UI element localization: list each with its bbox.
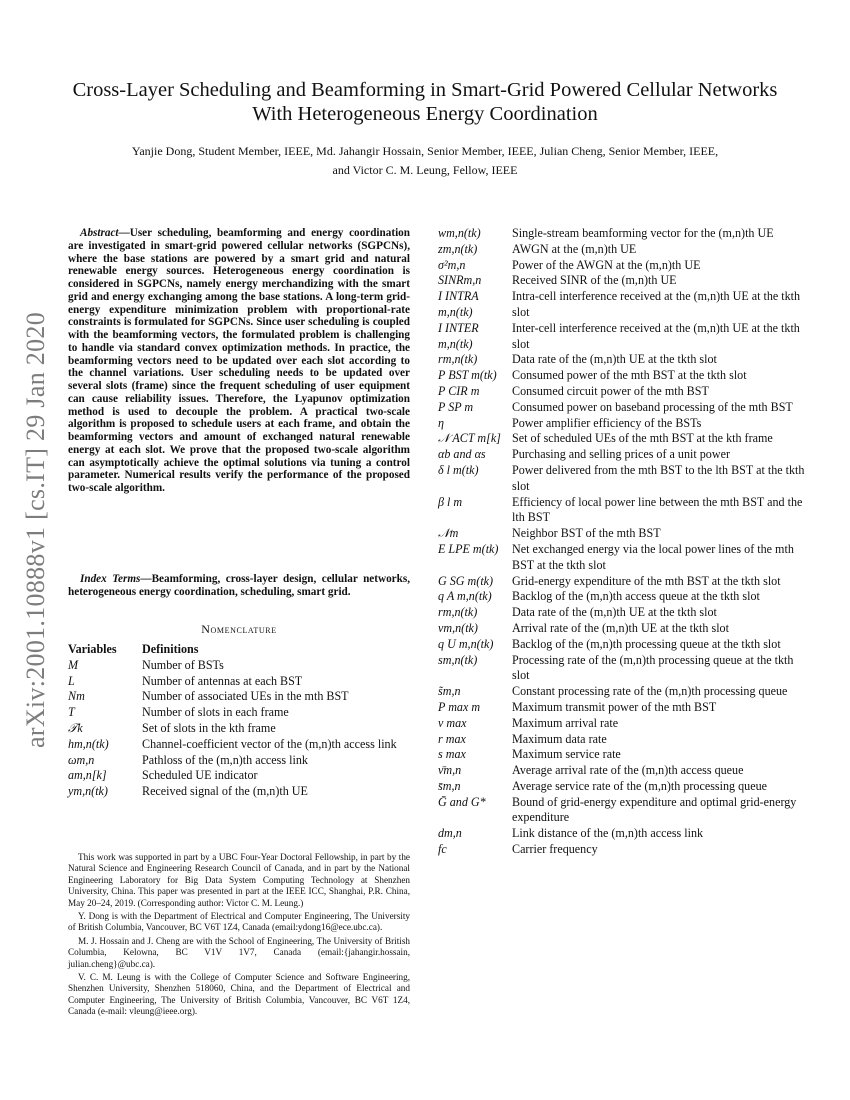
nomenclature-definition: Net exchanged energy via the local power lines of the mth BST at the tkth slot [512, 541, 794, 572]
nomenclature-row [438, 352, 810, 368]
nomenclature-row [68, 705, 418, 721]
nomenclature-definition: Set of slots in the kth frame [142, 720, 276, 735]
nomenclature-definition: Pathloss of the (m,n)th access link [142, 752, 308, 767]
nomenclature-row [438, 637, 810, 653]
nomenclature-definition: Received signal of the (m,n)th UE [142, 784, 308, 799]
nomenclature-header-row [68, 642, 418, 658]
nomenclature-definition: Number of antennas at each BST [142, 673, 303, 688]
nomenclature-row [438, 289, 810, 321]
nomenclature-definition: Intra-cell interference received at the (m,n)th UE at the tkth slot [512, 289, 801, 319]
nomenclature-variable: hm,n(tk) [68, 736, 109, 751]
nomenclature-variable: ωm,n [68, 752, 95, 767]
nomenclature-variable: L [68, 673, 75, 688]
nomenclature-variable: s max [438, 747, 466, 762]
nomenclature-variable: η [438, 415, 444, 430]
nomenclature-row [438, 273, 810, 289]
nomenclature-definition: Arrival rate of the (m,n)th UE at the tkth slot [512, 620, 729, 635]
nomenclature-definition: Inter-cell interference received at the (m,n)th UE at the tkth slot [512, 320, 800, 351]
nomenclature-variable: Nm [68, 689, 85, 704]
footnote-dong: Y. Dong is with the Department of Electrical and Computer Engineering, The University of British Columbia, Vancouver, BC V6T 1Z4, Canada (email:ydong16@ece.ubc.ca). [68, 911, 410, 933]
nomenclature-row [438, 226, 810, 242]
nomenclature-definition: Bound of grid-energy expenditure and optimal grid-energy expenditure [512, 794, 797, 825]
nomenclature-variable: G SG m(tk) [438, 573, 494, 588]
nomenclature-variable: 𝒩m [438, 526, 459, 541]
index-terms-body: —Beamforming, cross-layer design, cellular networks, heterogeneous energy coordination, scheduling, smart grid. [68, 573, 410, 598]
nomenclature-row [438, 242, 810, 258]
nomenclature-variable: am,n[k] [68, 768, 107, 783]
nomenclature-definition: Received SINR of the (m,n)th UE [512, 273, 677, 288]
authors-line-2: and Victor C. M. Leung, Fellow, IEEE [332, 163, 518, 177]
nomenclature-definition: Set of scheduled UEs of the mth BST at the kth frame [512, 431, 773, 446]
nomenclature-variable: I INTRA m,n(tk) [438, 289, 479, 319]
nomenclature-row [68, 737, 418, 753]
nomenclature-row [438, 842, 810, 858]
nomenclature-row [438, 431, 810, 447]
variables-header: Variables [68, 642, 117, 656]
nomenclature-definition: Neighbor BST of the mth BST [512, 526, 661, 541]
nomenclature-definition: Scheduled UE indicator [142, 768, 258, 783]
paper-title: Cross-Layer Scheduling and Beamforming in Smart-Grid Powered Cellular Networks With Heterogeneous Energy Coordination [72, 79, 778, 125]
nomenclature-definition: Average arrival rate of the (m,n)th access queue [512, 763, 744, 778]
nomenclature-row [438, 495, 810, 527]
nomenclature-row [438, 258, 810, 274]
nomenclature-row [438, 542, 810, 574]
nomenclature-heading: Nomenclature [201, 622, 277, 636]
nomenclature-definition: Consumed power of the mth BST at the tkth slot [512, 368, 747, 383]
nomenclature-definition: Channel-coefficient vector of the (m,n)th access link [142, 736, 397, 751]
abstract [68, 227, 410, 495]
nomenclature-table-left [68, 642, 418, 800]
nomenclature-variable: P CIR m [438, 383, 480, 398]
index-terms-label: Index Terms [80, 573, 141, 585]
nomenclature-row [438, 447, 810, 463]
footnote-leung: V. C. M. Leung is with the College of Computer Science and Software Engineering, Shenzhen University, Shenzhen 518060, China, and the Department of Electrical and Computer Engineering, The University of British Columbia, Vancouver, BC V6T 1Z4, Canada (e-mail: vleung@ieee.org). [68, 972, 410, 1017]
nomenclature-definition: Number of slots in each frame [142, 705, 289, 720]
nomenclature-variable: T [68, 705, 75, 720]
nomenclature-variable: rm,n(tk) [438, 605, 478, 620]
nomenclature-row [438, 368, 810, 384]
nomenclature-definition: Purchasing and selling prices of a unit power [512, 447, 730, 462]
nomenclature-row [438, 384, 810, 400]
nomenclature-definition: Efficiency of local power line between the mth BST and the lth BST [512, 494, 803, 525]
nomenclature-row [68, 768, 418, 784]
nomenclature-definition: Maximum service rate [512, 747, 621, 762]
nomenclature-row [438, 653, 810, 685]
nomenclature-row [68, 721, 418, 737]
nomenclature-definition: Power of the AWGN at the (m,n)th UE [512, 257, 701, 272]
nomenclature-definition: Consumed power on baseband processing of the mth BST [512, 399, 793, 414]
nomenclature-variable: q U m,n(tk) [438, 636, 494, 651]
nomenclature-variable: fc [438, 842, 447, 857]
nomenclature-variable: ν max [438, 715, 467, 730]
nomenclature-definition: Single-stream beamforming vector for the (m,n)th UE [512, 226, 774, 240]
nomenclature-variable: dm,n [438, 826, 462, 841]
nomenclature-variable: 𝒯k [68, 720, 83, 735]
arxiv-id: arXiv:2001.10888v1 [cs.IT] 29 Jan 2020 [21, 312, 50, 748]
nomenclature-definition: Power amplifier efficiency of the BSTs [512, 415, 702, 430]
footnote-hossain-cheng: M. J. Hossain and J. Cheng are with the School of Engineering, The University of British Columbia, Kelowna, BC V1V 1V7, Canada (email:{jahangir.hossain, julian.cheng}@ubc.ca). [68, 935, 410, 969]
nomenclature-row [438, 526, 810, 542]
nomenclature-definition: Grid-energy expenditure of the mth BST at the tkth slot [512, 573, 781, 588]
nomenclature-definition: Carrier frequency [512, 842, 598, 857]
nomenclature-definition: Power delivered from the mth BST to the lth BST at the tkth slot [512, 462, 805, 493]
nomenclature-variable: q A m,n(tk) [438, 589, 492, 604]
nomenclature-variable: s̄m,n [438, 778, 461, 793]
nomenclature-definition: Processing rate of the (m,n)th processing queue at the tkth slot [512, 652, 794, 683]
nomenclature-variable: β l m [438, 494, 463, 509]
nomenclature-definition: Maximum arrival rate [512, 715, 619, 730]
nomenclature-variable: P SP m [438, 399, 474, 414]
nomenclature-row [438, 321, 810, 353]
nomenclature-row [438, 747, 810, 763]
footnotes [68, 852, 410, 1020]
nomenclature-row [438, 684, 810, 700]
nomenclature-row [438, 621, 810, 637]
nomenclature-variable: ν̄m,n [438, 763, 462, 778]
author-block [100, 142, 750, 180]
nomenclature-row [438, 574, 810, 590]
nomenclature-row [438, 416, 810, 432]
nomenclature-variable: s̃m,n [438, 684, 461, 699]
nomenclature-row [438, 763, 810, 779]
nomenclature-row [438, 700, 810, 716]
arxiv-watermark [6, 310, 66, 750]
abstract-label: Abstract [80, 227, 119, 239]
abstract-body: —User scheduling, beamforming and energy coordination are investigated in smart-grid powered cellular networks (SGPCNs), where the base stations are powered by a smart grid and natural renewable energy sources. Heterogeneous energy coordination is considered in SGPCNs, namely energy merchandizing with the smart grid and energy exchanging among the base stations. A long-term grid-energy expenditure minimization problem with proportional-rate constraints is formulated for SGPCNs. Since user scheduling is coupled with the beamforming vectors, the formulated problem is challenging to handle via standard convex optimization methods. In practice, the beamforming vectors need to be updated over each slot according to the channel variations. User scheduling needs to be updated over several slots (frame) since the frequent scheduling of user equipment can cause reliability issues. Therefore, the Lyapunov optimization method is used to decouple the problem. A practical two-scale algorithm is proposed to schedule users at each frame, and obtain the beamforming vectors and amount of exchanged natural renewable energy at each slot. We prove that the proposed two-scale algorithm can asymptotically achieve the optimal solutions via tuning a control parameter. Numerical results verify the performance of the proposed two-scale algorithm. [68, 227, 410, 494]
nomenclature-row [68, 689, 418, 705]
nomenclature-definition: Average service rate of the (m,n)th processing queue [512, 778, 767, 793]
nomenclature-variable: r max [438, 731, 466, 746]
nomenclature-row [68, 784, 418, 800]
nomenclature-definition: Backlog of the (m,n)th processing queue at the tkth slot [512, 636, 781, 651]
nomenclature-variable: 𝒩 ACT m[k] [438, 431, 501, 446]
nomenclature-definition: Number of associated UEs in the mth BST [142, 689, 349, 704]
nomenclature-definition: Constant processing rate of the (m,n)th processing queue [512, 684, 788, 699]
nomenclature-variable: wm,n(tk) [438, 226, 481, 240]
nomenclature-variable: σ²m,n [438, 257, 466, 272]
nomenclature-row [438, 589, 810, 605]
nomenclature-definition: Backlog of the (m,n)th access queue at the tkth slot [512, 589, 760, 604]
nomenclature-variable: P max m [438, 699, 481, 714]
nomenclature-row [68, 753, 418, 769]
nomenclature-row [68, 658, 418, 674]
nomenclature-variable: SINRm,n [438, 273, 482, 288]
nomenclature-variable: I INTER m,n(tk) [438, 320, 479, 351]
nomenclature-definition: Data rate of the (m,n)th UE at the tkth slot [512, 605, 717, 620]
nomenclature-row [438, 605, 810, 621]
nomenclature-variable: νm,n(tk) [438, 620, 478, 635]
nomenclature-row [438, 795, 810, 827]
nomenclature-variable: ym,n(tk) [68, 784, 108, 799]
nomenclature-row [438, 463, 810, 495]
nomenclature-row [438, 826, 810, 842]
nomenclature-definition: Consumed circuit power of the mth BST [512, 383, 709, 398]
nomenclature-variable: E LPE m(tk) [438, 541, 499, 556]
nomenclature-row [438, 732, 810, 748]
nomenclature-variable: rm,n(tk) [438, 352, 478, 367]
nomenclature-row [68, 674, 418, 690]
footnote-funding: This work was supported in part by a UBC Four-Year Doctoral Fellowship, in part by the Natural Science and Engineering Research Council of Canada, and in part by the National Engineering Laboratory for Big Data System Computing Technology at Shenzhen University, China. This paper was presented in part at the IEEE ICC, Shanghai, P.R. China, May 20–24, 2019. (Corresponding author: Victor C. M. Leung.) [68, 852, 410, 908]
nomenclature-definition: Maximum data rate [512, 731, 607, 746]
nomenclature-variable: αb and αs [438, 447, 486, 462]
index-terms [68, 573, 410, 599]
nomenclature-row [438, 400, 810, 416]
nomenclature-variable: P BST m(tk) [438, 368, 497, 383]
nomenclature-definition: AWGN at the (m,n)th UE [512, 241, 637, 256]
nomenclature-variable: M [68, 657, 79, 672]
nomenclature-row [438, 716, 810, 732]
definitions-header: Definitions [142, 642, 199, 656]
nomenclature-definition: Data rate of the (m,n)th UE at the tkth slot [512, 352, 717, 367]
nomenclature-variable: Ḡ and G* [438, 794, 486, 809]
nomenclature-definition: Number of BSTs [142, 657, 224, 672]
nomenclature-variable: sm,n(tk) [438, 652, 478, 667]
authors-line-1: Yanjie Dong, Student Member, IEEE, Md. Jahangir Hossain, Senior Member, IEEE, Julian Cheng, Senior Member, IEEE, [131, 144, 719, 158]
nomenclature-variable: δ l m(tk) [438, 462, 479, 477]
nomenclature-definition: Maximum transmit power of the mth BST [512, 699, 717, 714]
nomenclature-variable: zm,n(tk) [438, 241, 478, 256]
nomenclature-table-right [438, 226, 810, 858]
nomenclature-row [438, 779, 810, 795]
nomenclature-definition: Link distance of the (m,n)th access link [512, 826, 704, 841]
